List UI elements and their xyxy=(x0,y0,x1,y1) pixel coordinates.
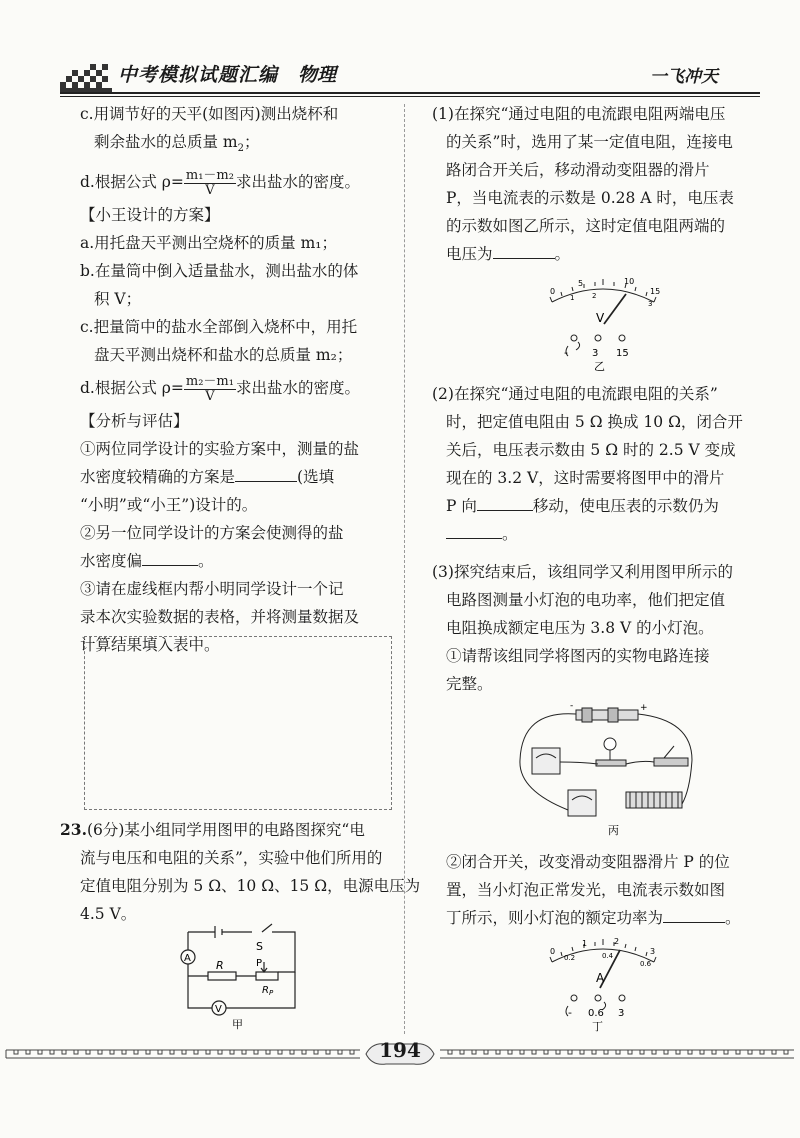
fraction: $\frac{\text{m₁－m₂}}{V}$ xyxy=(185,167,234,198)
text-line: ②闭合开关，改变滑动变阻器滑片 P 的位 xyxy=(446,853,730,871)
text-line: 路闭合开关后，移动滑动变阻器的滑片 xyxy=(446,161,710,179)
text-line: 完整。 xyxy=(446,675,493,693)
section-title: 【小王设计的方案】 xyxy=(80,206,220,225)
text-line: 电阻换成额定电压为 3.8 V 的小灯泡。 xyxy=(446,619,714,637)
question-23 xyxy=(60,816,421,928)
text-line: ③请在虚线框内帮小明同学设计一个记 xyxy=(80,580,344,599)
text-line: 现在的 3.2 V，这时需要将图甲中的滑片 xyxy=(446,469,725,487)
svg-text:3: 3 xyxy=(650,947,656,956)
section-title: 【分析与评估】 xyxy=(80,412,189,431)
text-line: ②另一位同学设计的方案会使测得的盐 xyxy=(80,524,344,543)
svg-text:RP: $R_P$ xyxy=(262,985,274,997)
svg-text:-: - xyxy=(564,346,568,359)
text-line: 剩余盐水的总质量 $m_2$； xyxy=(94,133,260,155)
ammeter-label: A xyxy=(184,953,191,964)
text-line: 水密度较精确的方案是 (选填 xyxy=(80,468,335,487)
text-line: ①请帮该组同学将图丙的实物电路连接 xyxy=(446,647,710,665)
svg-text:+: + xyxy=(640,703,648,713)
text-line: 定值电阻分别为 5 Ω、10 Ω、15 Ω，电源电压为 xyxy=(80,877,421,895)
text-line: 4.5 V。 xyxy=(80,905,137,923)
svg-text:0: 0 xyxy=(550,947,556,956)
text-line: 水密度偏 。 xyxy=(80,552,214,571)
header-checker-icon xyxy=(60,58,112,94)
text-line: 关后，电压表示数由 5 Ω 时的 2.5 V 变成 xyxy=(446,441,736,459)
text-line: c.把量筒中的盐水全部倒入烧杯中，用托 xyxy=(80,318,358,337)
header-brand: 一飞冲天 xyxy=(650,67,718,87)
answer-table-box[interactable] xyxy=(84,636,392,810)
voltmeter-dial-yi xyxy=(538,272,668,372)
text-line: 盘天平测出烧杯和盐水的总质量 m₂； xyxy=(94,346,353,365)
answer-blank[interactable] xyxy=(142,565,198,566)
svg-text:3: 3 xyxy=(618,1008,625,1019)
svg-text:15: 15 xyxy=(616,348,629,359)
dial-unit: V xyxy=(596,311,605,325)
left-column xyxy=(60,100,400,659)
text-line: 的示数如图乙所示，这时定值电阻两端的 xyxy=(446,217,726,235)
text-line: 。 xyxy=(432,520,760,548)
dial-unit: A xyxy=(596,971,605,985)
svg-text:1: 1 xyxy=(582,939,588,948)
physical-circuit-bing xyxy=(512,700,712,840)
text-line: P 向 移动，使电压表的示数仍为 xyxy=(446,497,719,515)
svg-text:15: 15 xyxy=(650,287,661,296)
text-line: (2)在探究“通过电阻的电流跟电阻的关系” xyxy=(432,385,718,403)
svg-text:2: 2 xyxy=(614,937,620,946)
text-line: 录本次实验数据的表格，并将测量数据及 xyxy=(80,608,360,627)
svg-text:1: 1 xyxy=(570,294,575,302)
svg-text:3: 3 xyxy=(592,348,599,359)
text-line: b.在量筒中倒入适量盐水，测出盐水的体 xyxy=(80,262,359,281)
slider-label: P xyxy=(256,958,263,969)
svg-text:5: 5 xyxy=(578,279,584,288)
figure-label: 乙 xyxy=(594,360,605,372)
text-line: 23.(6分)某小组同学用图甲的电路图探究“电 xyxy=(60,820,365,839)
question-part-2 xyxy=(432,380,760,698)
text-line: 流与电压和电阻的关系”，实验中他们所用的 xyxy=(80,849,383,867)
circuit-diagram-jia xyxy=(160,920,310,1032)
formula-line: d.根据公式 ρ= $\frac{\text{m₁－m₂}}{V}$ 求出盐水的密度。 xyxy=(80,167,360,198)
text-line: 电压为 。 xyxy=(446,245,571,263)
text-line: (3)探究结束后，该组同学又利用图甲所示的 xyxy=(432,563,733,581)
formula-line: d.根据公式 ρ= $\frac{\text{m₂－m₁}}{V}$ 求出盐水的密度。 xyxy=(80,373,360,404)
header-rule-thin xyxy=(60,96,760,97)
text-line: a.用托盘天平测出空烧杯的质量 m₁； xyxy=(80,234,338,253)
right-column xyxy=(432,100,760,268)
figure-label: 甲 xyxy=(232,1018,243,1031)
svg-text:0: 0 xyxy=(550,287,556,296)
answer-blank[interactable] xyxy=(493,258,555,259)
header-rule xyxy=(60,92,760,94)
answer-blank[interactable] xyxy=(663,922,725,923)
question-part-3b xyxy=(432,848,760,932)
answer-blank[interactable] xyxy=(235,481,297,482)
svg-text:0.6: 0.6 xyxy=(588,1008,604,1019)
ammeter-dial-ding xyxy=(538,932,668,1032)
text-line: 丁所示，则小灯泡的额定功率为 。 xyxy=(446,909,741,927)
svg-text:0.2: 0.2 xyxy=(564,954,576,962)
svg-text:3: 3 xyxy=(648,300,653,308)
text-line: 的关系”时，选用了某一定值电阻，连接电 xyxy=(446,133,733,151)
text-line: “小明”或“小王”)设计的。 xyxy=(80,496,258,515)
fraction: $\frac{\text{m₂－m₁}}{V}$ xyxy=(185,373,234,404)
page-number: 194 xyxy=(379,1038,421,1062)
svg-text:-: - xyxy=(568,1006,572,1019)
switch-label: S xyxy=(256,940,263,953)
text-line: 时，把定值电阻由 5 Ω 换成 10 Ω，闭合开 xyxy=(446,413,743,431)
answer-blank[interactable] xyxy=(477,510,533,511)
answer-blank[interactable] xyxy=(446,538,502,539)
voltmeter-label: V xyxy=(215,1004,222,1015)
svg-text:0.6: 0.6 xyxy=(640,960,652,968)
text-line: 电路图测量小灯泡的电功率，他们把定值 xyxy=(446,591,726,609)
svg-text:10: 10 xyxy=(624,277,635,286)
header-title: 中考模拟试题汇编 xyxy=(118,64,279,86)
resistor-label: R xyxy=(216,959,224,972)
svg-text:2: 2 xyxy=(592,292,597,300)
text-line: (1)在探究“通过电阻的电流跟电阻两端电压 xyxy=(432,105,726,123)
text-line: c.用调节好的天平(如图丙)测出烧杯和 xyxy=(80,105,339,123)
text-line: 计算结果填入表中。 xyxy=(80,636,220,655)
svg-text:0.4: 0.4 xyxy=(602,952,614,960)
text-line: P，当电流表的示数是 0.28 A 时，电压表 xyxy=(446,189,734,207)
figure-label: 丙 xyxy=(608,824,619,837)
text-line: ①两位同学设计的实验方案中，测量的盐 xyxy=(80,440,360,459)
svg-text:-: - xyxy=(570,701,574,711)
text-line: 积 V； xyxy=(94,290,142,309)
text-line: 置，当小灯泡正常发光，电流表示数如图 xyxy=(446,881,726,899)
header-subject: 物理 xyxy=(298,64,337,86)
figure-label: 丁 xyxy=(592,1020,603,1032)
